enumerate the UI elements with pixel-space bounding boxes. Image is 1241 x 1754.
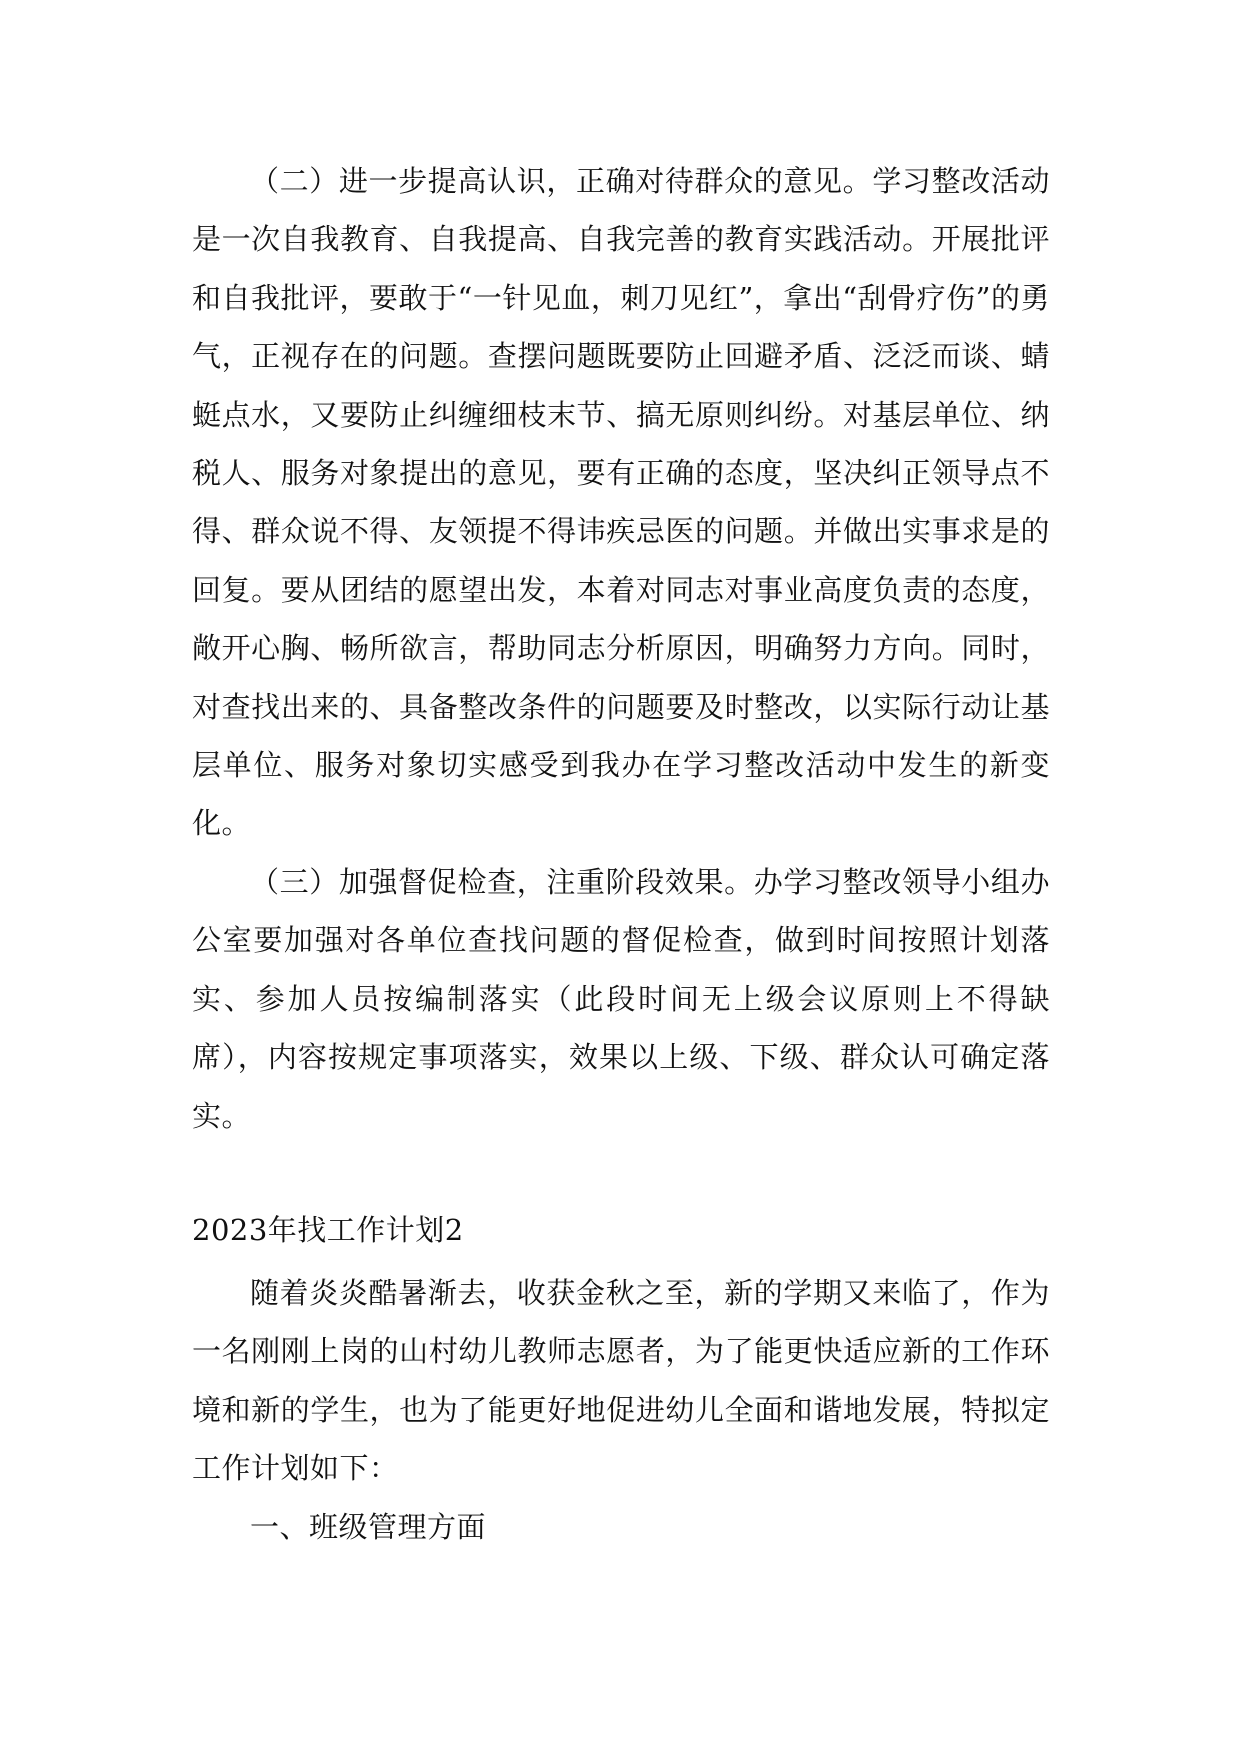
section-title: 2023年找工作计划2: [192, 1213, 464, 1247]
document-page: [192, 152, 1050, 1544]
paragraph-3: （三）加强督促检查，注重阶段效果。办学习整改领导小组办公室要加强对各单位查找问题的督促检查，做到时间按照计划落实、参加人员按编制落实（此段时间无上级会议原则上不得缺席），内容按规定事项落实，效果以上级、下级、群众认可确定落实。: [192, 864, 1050, 1133]
subheading: 一、班级管理方面: [250, 1509, 487, 1544]
section-body: [192, 1264, 1050, 1556]
intro-paragraph: 随着炎炎酷暑渐去，收获金秋之至，新的学期又来临了，作为一名刚刚上岗的山村幼儿教师志愿者，为了能更快适应新的工作环境和新的学生，也为了能更好地促进幼儿全面和谐地发展，特拟定工作计划如下：: [192, 1276, 1050, 1486]
paragraph-2: （二）进一步提高认识，正确对待群众的意见。学习整改活动是一次自我教育、自我提高、自我完善的教育实践活动。开展批评和自我批评，要敢于“一针见血，刺刀见红”，拿出“刮骨疗伤”的勇气，正视存在的问题。查摆问题既要防止回避矛盾、泛泛而谈、蜻蜓点水，又要防止纠缠细枝末节、搞无原则纠纷。对基层单位、纳税人、服务对象提出的意见，要有正确的态度，坚决纠正领导点不得、群众说不得、友领提不得讳疾忌医的问题。并做出实事求是的回复。要从团结的愿望出发，本着对同志对事业高度负责的态度，敞开心胸、畅所欲言，帮助同志分析原因，明确努力方向。同时，对查找出来的、具备整改条件的问题要及时整改，以实际行动让基层单位、服务对象切实感受到我办在学习整改活动中发生的新变化。: [192, 164, 1050, 841]
